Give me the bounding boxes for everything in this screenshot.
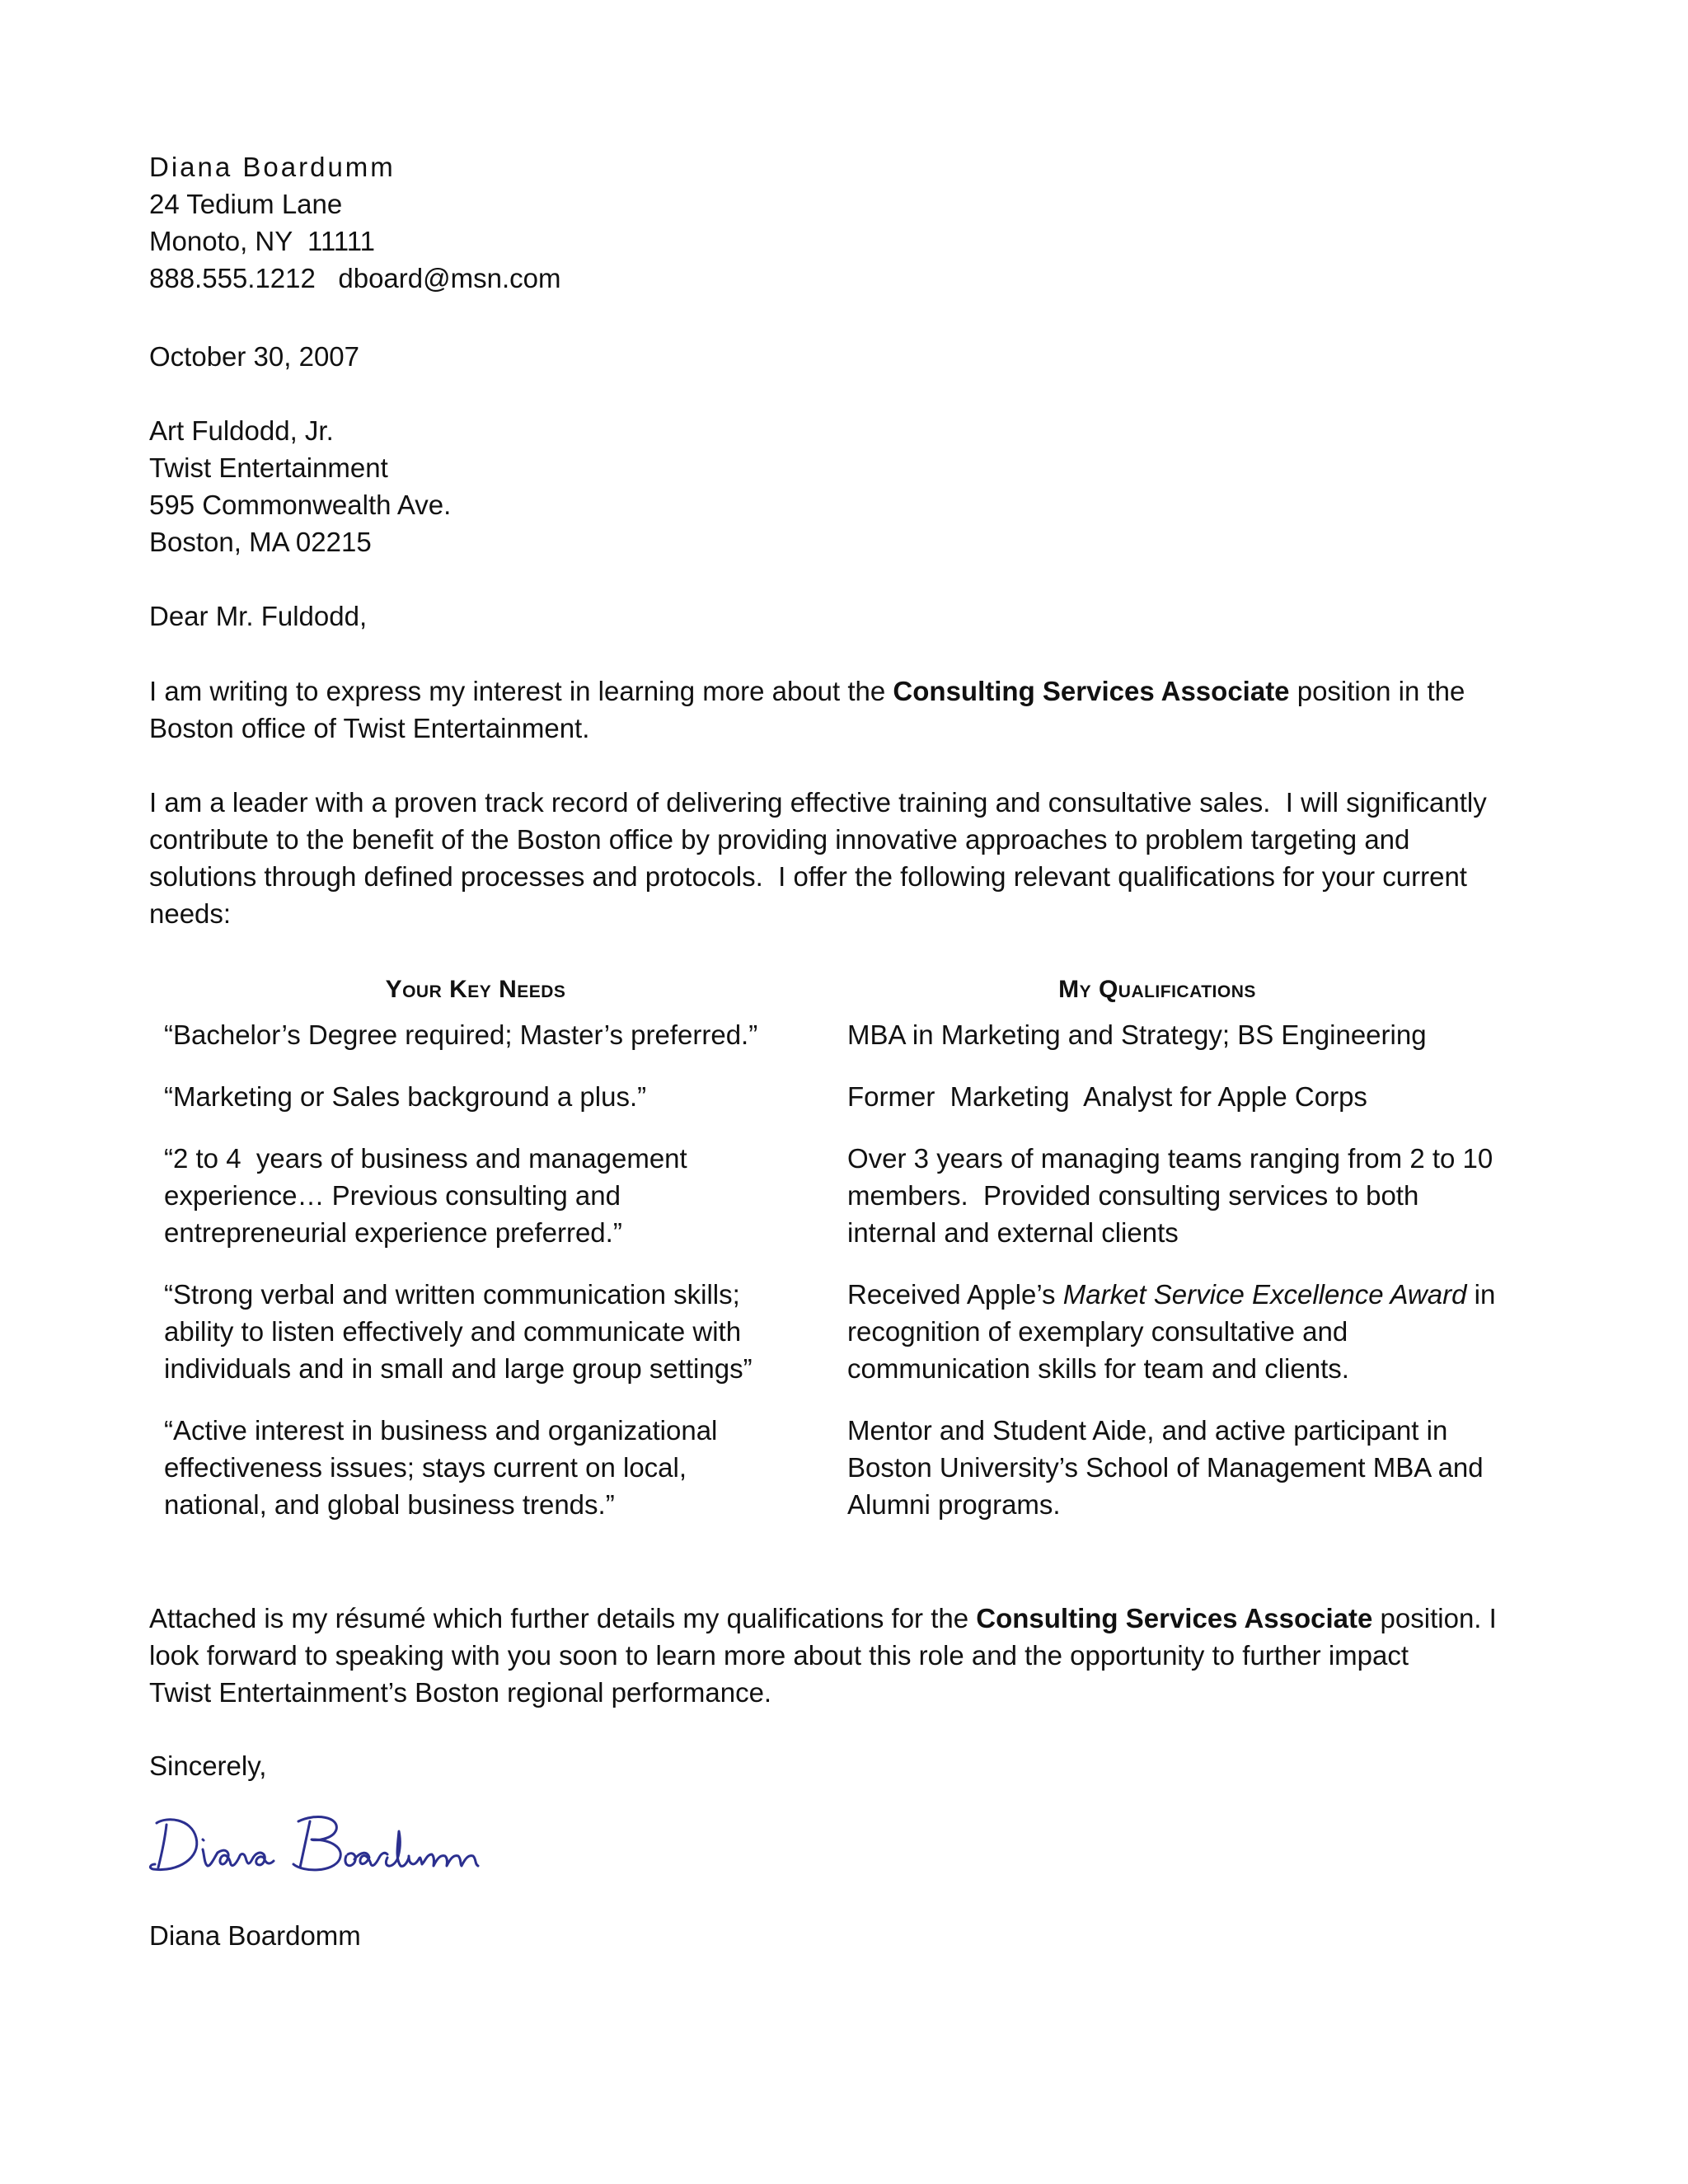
need-line: “Active interest in business and organizational bbox=[164, 1415, 718, 1446]
qualification-line: Former Marketing Analyst for Apple Corps bbox=[847, 1081, 1367, 1112]
intro-paragraph bbox=[149, 673, 1550, 747]
need-line: effectiveness issues; stays current on local, bbox=[164, 1452, 687, 1483]
typed-name: Diana Boardomm bbox=[149, 1920, 361, 1951]
need-line: “Strong verbal and written communication skills; bbox=[164, 1279, 740, 1310]
closing-text-after: position. I bbox=[1372, 1603, 1497, 1633]
closing-line-2: look forward to speaking with you soon to learn more about this role and the opportunity to further impact bbox=[149, 1640, 1409, 1671]
salutation: Dear Mr. Fuldodd, bbox=[149, 601, 368, 631]
qualification-line: MBA in Marketing and Strategy; BS Engineering bbox=[847, 1019, 1427, 1050]
body-paragraph bbox=[149, 784, 1550, 932]
sender-block bbox=[149, 148, 1550, 297]
closing-position: Consulting Services Associate bbox=[976, 1603, 1373, 1633]
qualification-cell bbox=[847, 1276, 1523, 1387]
need-cell bbox=[164, 1276, 807, 1387]
need-line: entrepreneurial experience preferred.” bbox=[164, 1217, 622, 1248]
need-line: “Bachelor’s Degree required; Master’s preferred.” bbox=[164, 1019, 758, 1050]
award-suffix: in bbox=[1466, 1279, 1496, 1310]
qualification-line: communication skills for team and clients. bbox=[847, 1353, 1349, 1384]
qualification-line: Boston University’s School of Management MBA and bbox=[847, 1452, 1484, 1483]
qualification-line: Alumni programs. bbox=[847, 1489, 1061, 1520]
recipient-company: Twist Entertainment bbox=[149, 452, 388, 483]
need-line: “2 to 4 years of business and management bbox=[164, 1143, 687, 1174]
salutation-block bbox=[149, 598, 1550, 635]
sender-contact: 888.555.1212 dboard@msn.com bbox=[149, 263, 561, 293]
recipient-block bbox=[149, 412, 1550, 560]
signoff-block bbox=[149, 1747, 1550, 1784]
award-name: Market Service Excellence Award bbox=[1062, 1279, 1467, 1310]
qualification-cell bbox=[847, 1412, 1523, 1523]
closing-line-3: Twist Entertainment’s Boston regional performance. bbox=[149, 1677, 772, 1708]
body-line: solutions through defined processes and protocols. I offer the following relevant qualifications for your current bbox=[149, 861, 1467, 892]
date-block bbox=[149, 338, 1550, 375]
qualification-line: recognition of exemplary consultative and bbox=[847, 1316, 1348, 1347]
qualification-line: Mentor and Student Aide, and active participant in bbox=[847, 1415, 1448, 1446]
sender-street: 24 Tedium Lane bbox=[149, 189, 343, 219]
qualification-line: members. Provided consulting services to both bbox=[847, 1180, 1419, 1211]
need-line: experience… Previous consulting and bbox=[164, 1180, 621, 1211]
qualification-line: internal and external clients bbox=[847, 1217, 1179, 1248]
award-prefix: Received Apple’s bbox=[847, 1279, 1063, 1310]
body-line: needs: bbox=[149, 898, 232, 929]
intro-line-1 bbox=[149, 673, 1550, 710]
intro-position: Consulting Services Associate bbox=[893, 676, 1290, 706]
sign-off: Sincerely, bbox=[149, 1750, 267, 1781]
need-cell bbox=[164, 1412, 807, 1523]
need-cell bbox=[164, 1016, 807, 1053]
qualification-cell bbox=[847, 1140, 1523, 1251]
need-cell bbox=[164, 1078, 807, 1115]
closing-line-1 bbox=[149, 1600, 1550, 1637]
need-line: ability to listen effectively and communicate with bbox=[164, 1316, 742, 1347]
handwritten-signature bbox=[142, 1807, 513, 1881]
letter-date: October 30, 2007 bbox=[149, 341, 360, 372]
intro-text: I am writing to express my interest in learning more about the bbox=[149, 676, 893, 706]
qualifications-header: My Qualifications bbox=[1058, 976, 1256, 1003]
key-needs-header: Your Key Needs bbox=[385, 976, 566, 1003]
closing-text: Attached is my résumé which further details my qualifications for the bbox=[149, 1603, 977, 1633]
recipient-name: Art Fuldodd, Jr. bbox=[149, 415, 334, 446]
body-line: I am a leader with a proven track record of delivering effective training and consultative sales. I will significantly bbox=[149, 787, 1487, 818]
typed-name-block bbox=[149, 1917, 1550, 1954]
need-cell bbox=[164, 1140, 807, 1251]
closing-paragraph bbox=[149, 1600, 1550, 1711]
intro-text-after: position in the bbox=[1289, 676, 1465, 706]
recipient-city: Boston, MA 02215 bbox=[149, 527, 372, 557]
sender-name: Diana Boardumm bbox=[149, 152, 396, 182]
qualification-line bbox=[847, 1276, 1523, 1313]
need-line: “Marketing or Sales background a plus.” bbox=[164, 1081, 647, 1112]
body-line: contribute to the benefit of the Boston office by providing innovative approaches to problem targeting and bbox=[149, 824, 1410, 855]
need-line: individuals and in small and large group settings” bbox=[164, 1353, 753, 1384]
qualification-cell bbox=[847, 1016, 1523, 1053]
intro-line-2: Boston office of Twist Entertainment. bbox=[149, 713, 590, 743]
qualification-cell bbox=[847, 1078, 1523, 1115]
qualification-line: Over 3 years of managing teams ranging from 2 to 10 bbox=[847, 1143, 1493, 1174]
sender-city: Monoto, NY 11111 bbox=[149, 226, 375, 256]
recipient-street: 595 Commonwealth Ave. bbox=[149, 490, 452, 520]
need-line: national, and global business trends.” bbox=[164, 1489, 615, 1520]
